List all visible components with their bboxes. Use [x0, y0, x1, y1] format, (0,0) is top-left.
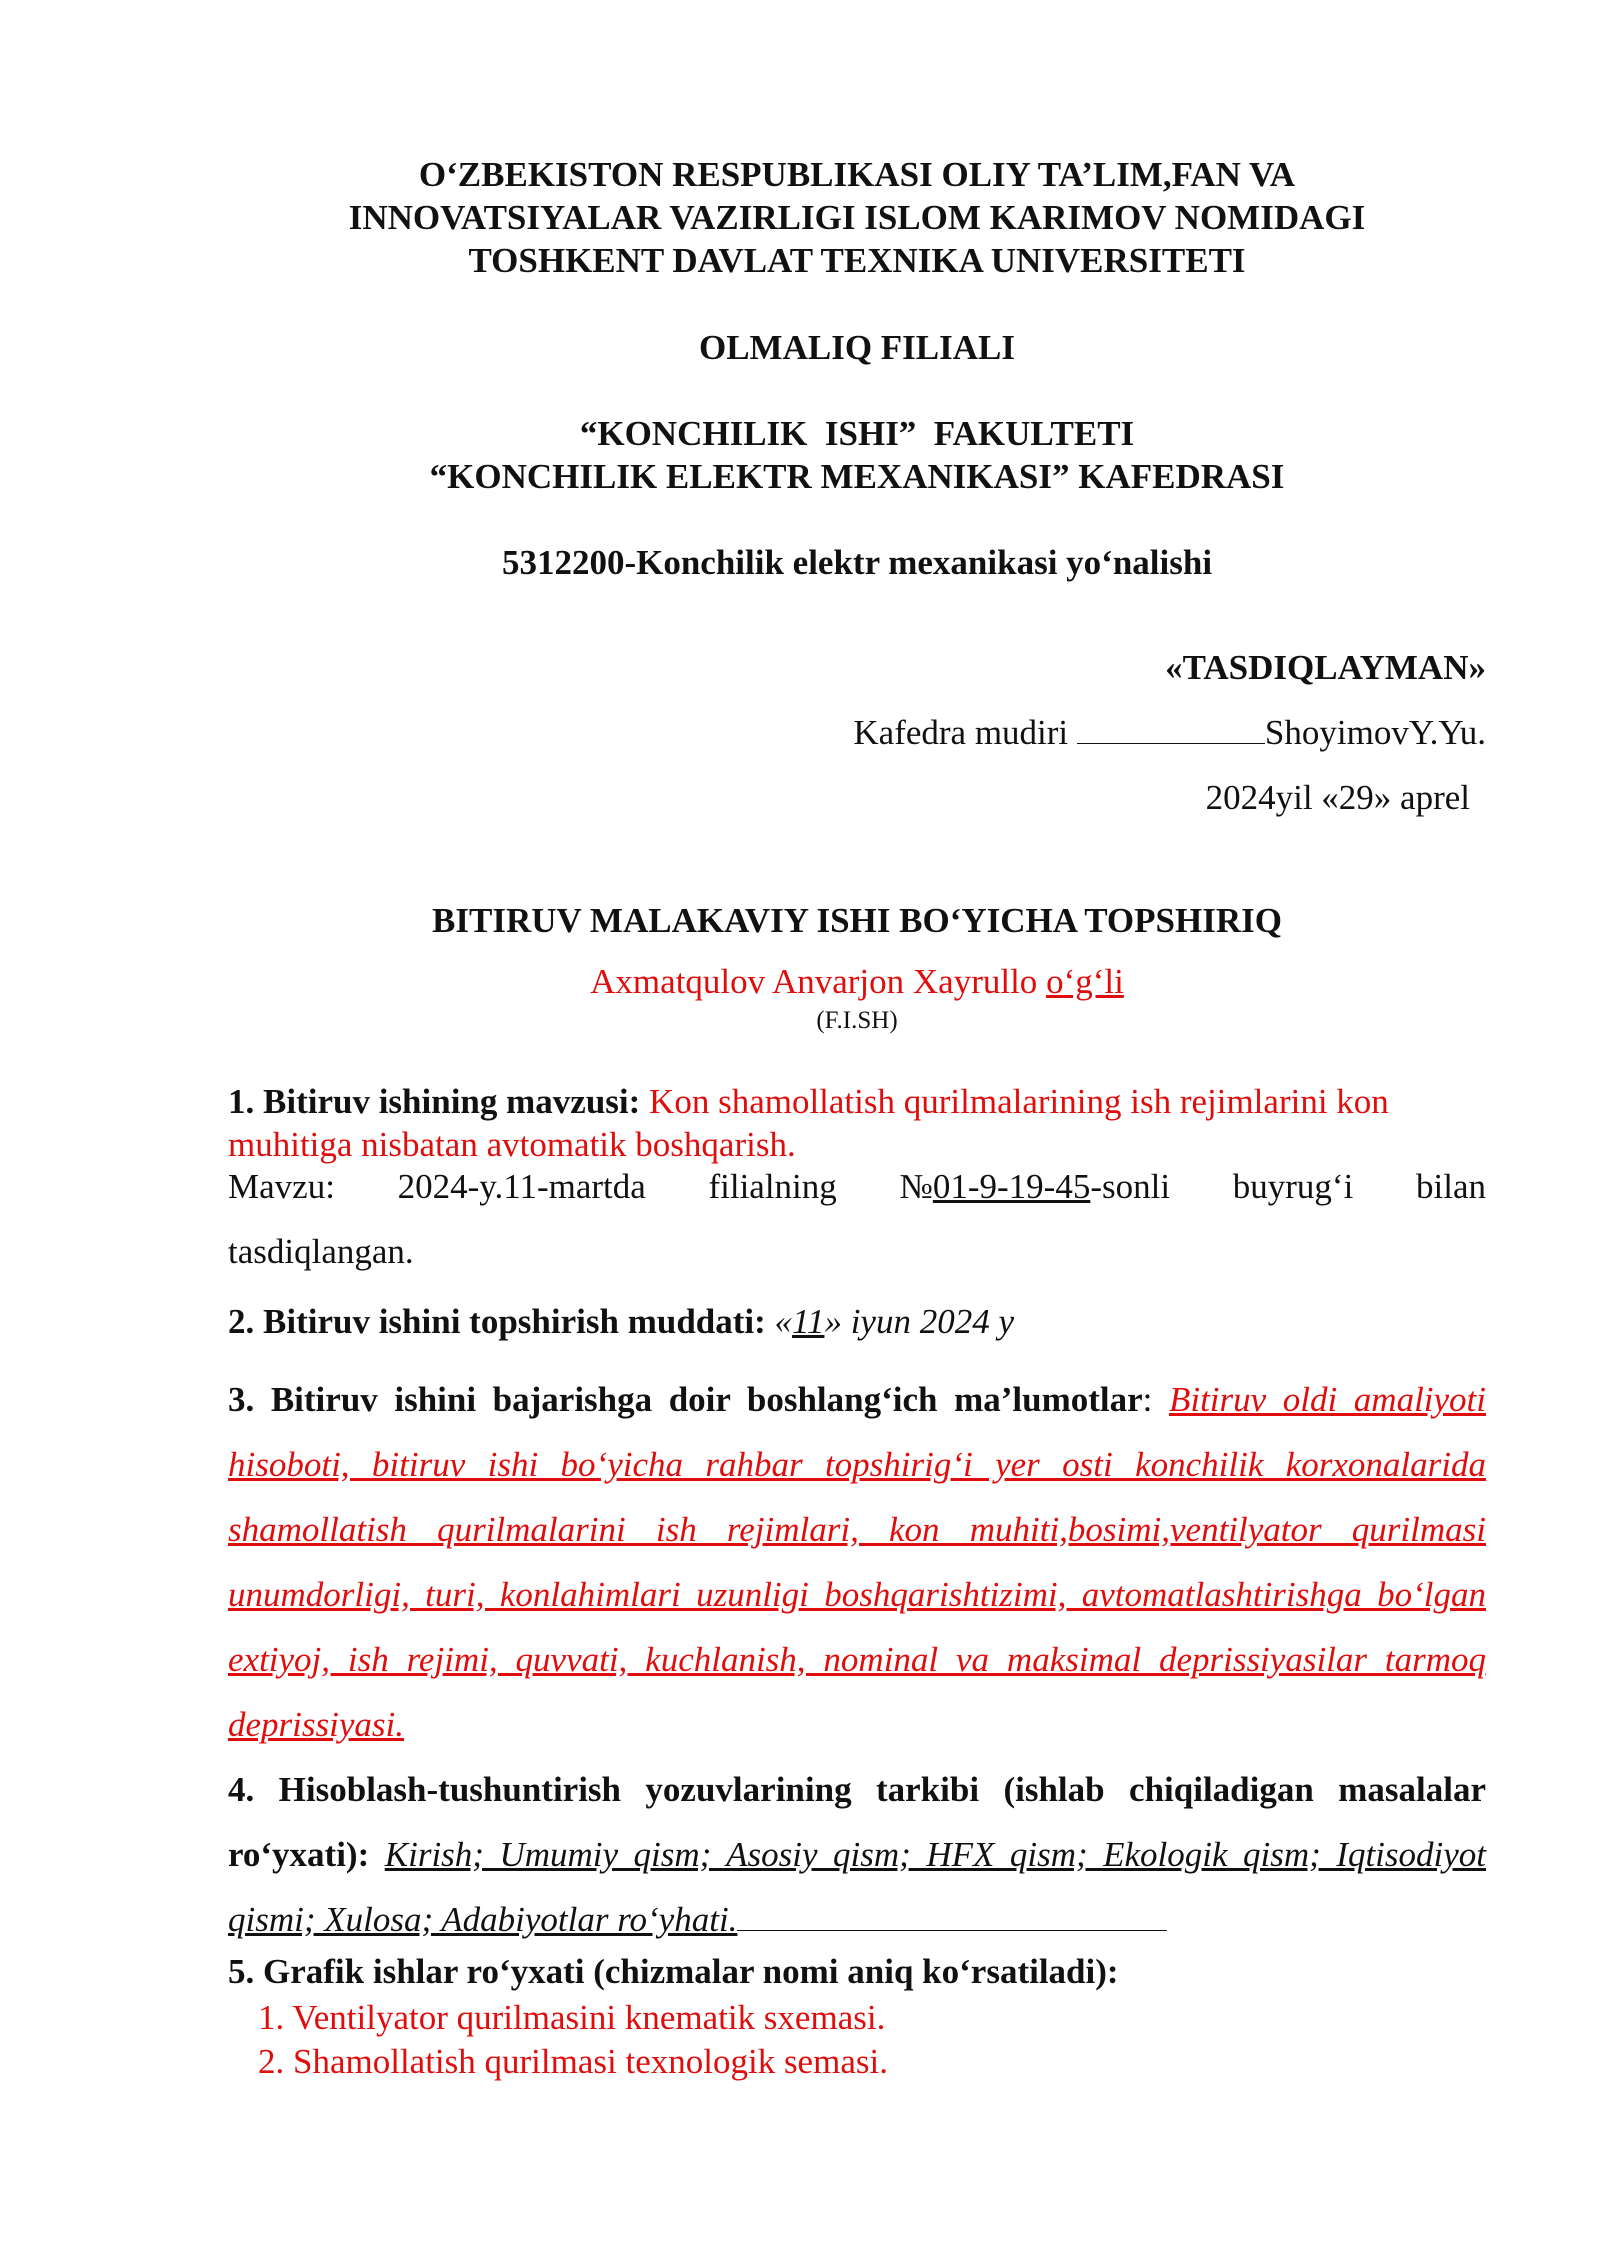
section-2-label: 2. Bitiruv ishini topshirish muddati: — [228, 1302, 766, 1341]
section-3-initial-data — [228, 1367, 1486, 1757]
contents-text: Kirish; Umumiy qism; Asosiy qism; HFX qism; Ekologik qism; Iqtisodiyot qismi; Xulosa; Adabiyotlar ro‘yhati. — [228, 1835, 1487, 1939]
approval-role: Kafedra mudiri — [853, 713, 1069, 752]
graphic-work-item: 2. Shamollatish qurilmasi texnologik semasi. — [258, 2042, 888, 2081]
approval-name: ShoyimovY.Yu. — [1264, 713, 1486, 752]
contents-blank-line — [737, 1930, 1167, 1931]
mavzu-prefix: Mavzu: — [228, 1167, 335, 1206]
section-3-label: 3. Bitiruv ishini bajarishga doir boshlang‘ich ma’lumotlar — [228, 1380, 1143, 1419]
deadline-month-year: » iyun 2024 y — [824, 1302, 1014, 1341]
ministry-line-1: O‘ZBEKISTON RESPUBLIKASI OLIY TA’LIM,FAN VA — [418, 155, 1296, 194]
mavzu-date: 2024-y.11-martda — [397, 1167, 646, 1206]
mavzu-branch: filialning — [708, 1167, 837, 1206]
signature-blank — [1077, 743, 1265, 744]
student-name — [228, 962, 1486, 1002]
deadline-open-quote: « — [774, 1302, 793, 1341]
section-5-label: 5. Grafik ishlar ro‘yxati (chizmalar nomi aniq ko‘rsatiladi): — [228, 1952, 1119, 1991]
student-patronymic-suffix: o‘g‘li — [1046, 962, 1124, 1001]
section-1-topic — [228, 1080, 1486, 1166]
graphic-works-list — [228, 1996, 1486, 2084]
order-word: buyrug‘i — [1232, 1167, 1354, 1206]
faculty-block — [228, 412, 1486, 498]
branch-name: OLMALIQ FILIALI — [698, 328, 1016, 367]
deadline-date — [775, 1302, 1014, 1341]
ministry-line-2: INNOVATSIYALAR VAZIRLIGI ISLOM KARIMOV NOMIDAGI — [348, 198, 1366, 237]
section-1-label: 1. Bitiruv ishining mavzusi: — [228, 1082, 641, 1121]
faculty-name: “KONCHILIK ISHI” FAKULTETI — [579, 414, 1135, 453]
fish-label: (F.I.SH) — [816, 1007, 898, 1034]
section-4-label: 4. Hisoblash-tushuntirish yozuvlarining tarkibi (ishlab chiqiladigan masalalar ro‘yxati): — [228, 1770, 1486, 1874]
topic-approved: tasdiqlangan. — [228, 1232, 414, 1271]
approval-date: 2024yil «29» aprel — [1205, 778, 1470, 817]
department-name: “KONCHILIK ELEKTR MEXANIKASI” KAFEDRASI — [429, 457, 1285, 496]
initial-data-text: Bitiruv oldi amaliyoti hisoboti, bitiruv ishi bo‘yicha rahbar topshirig‘i yer osti konchilik korxonalarida shamollatish qurilmalarini ish rejimlari, kon muhiti,bosimi,ventilyator qurilmasi unumdorligi, turi, konlahimlari uzunligi boshqarishtizimi, avtomatlashtirishga bo‘lgan extiyoj, ish rejimi, quvvati, kuchlanish, nominal va maksimal deprissiyasilar tarmoq deprissiyasi. — [228, 1380, 1487, 1744]
specialty-name: 5312200-Konchilik elektr mexanikasi yo‘nalishi — [501, 543, 1213, 582]
ministry-header — [228, 153, 1486, 282]
topic-order-line — [228, 1167, 1486, 1207]
student-full-name: Axmatqulov Anvarjon Xayrullo — [590, 962, 1038, 1001]
assignment-title: BITIRUV MALAKAVIY ISHI BO‘YICHA TOPSHIRIQ — [432, 901, 1282, 940]
section-3-colon: : — [1142, 1380, 1153, 1419]
deadline-day: 11 — [792, 1302, 825, 1341]
order-number: 01-9-19-45 — [932, 1167, 1091, 1206]
approval-title: «TASDIQLAYMAN» — [1165, 648, 1486, 687]
graphic-work-item: 1. Ventilyator qurilmasini knematik sxemasi. — [258, 1998, 886, 2037]
thesis-topic: Kon shamollatish qurilmalarining ish rejimlarini kon muhitiga nisbatan avtomatik boshqarish. — [228, 1082, 1389, 1164]
university-name: TOSHKENT DAVLAT TEXNIKA UNIVERSITETI — [468, 241, 1246, 280]
approval-signature-line — [228, 713, 1486, 753]
order-with: bilan — [1416, 1167, 1486, 1206]
order-suffix: -sonli — [1090, 1167, 1171, 1206]
order-sign: № — [899, 1167, 933, 1206]
section-4-contents — [228, 1757, 1486, 1952]
section-2-deadline — [228, 1302, 1486, 1342]
order-number-group — [899, 1167, 1170, 1207]
